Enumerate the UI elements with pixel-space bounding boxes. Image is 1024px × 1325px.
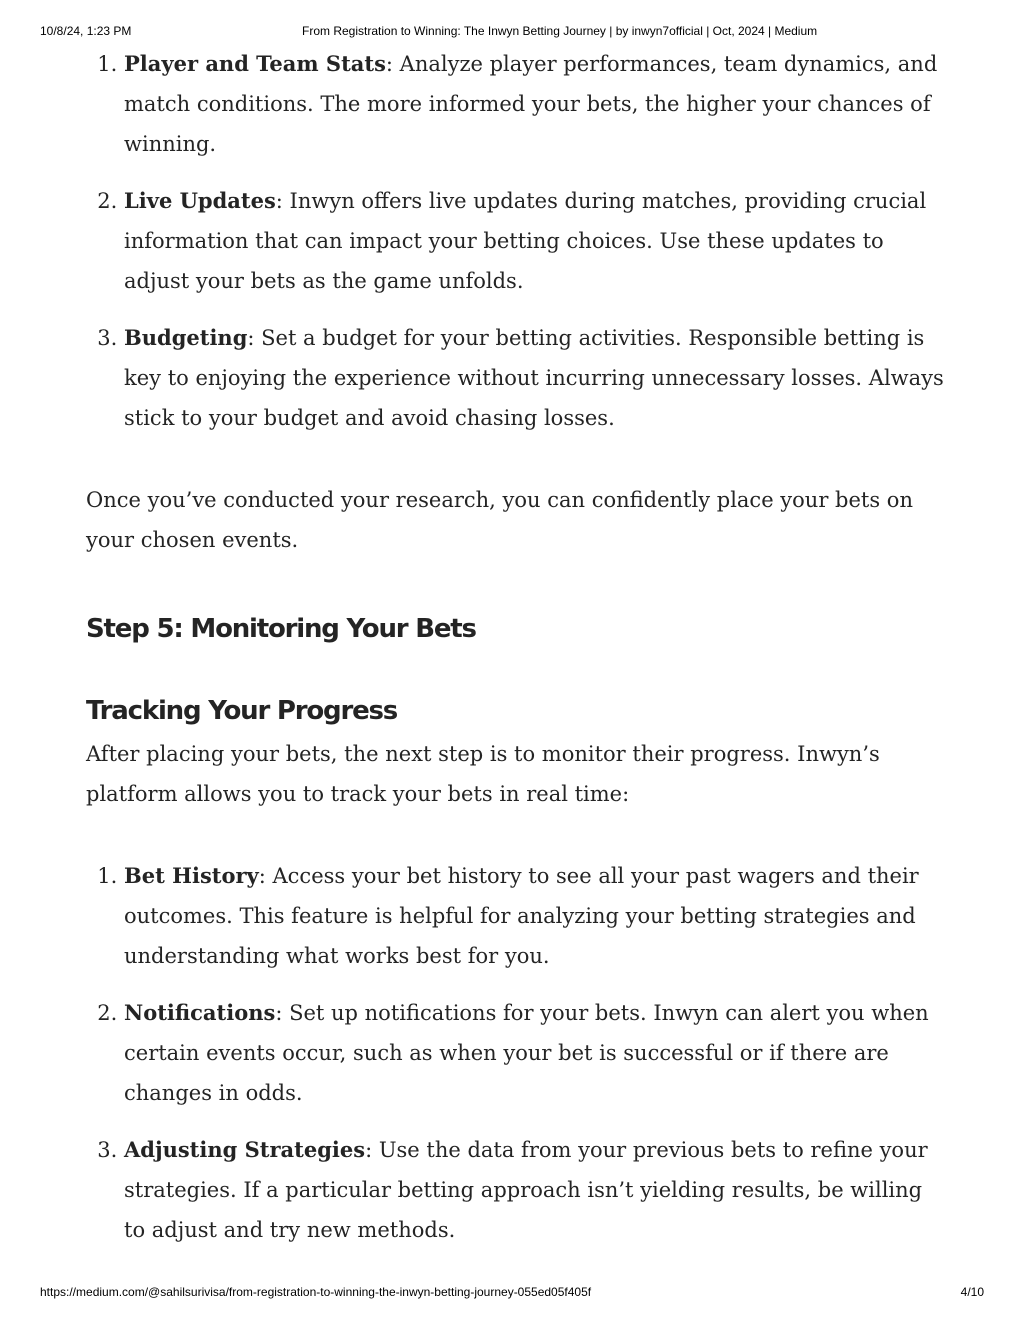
article-body	[86, 44, 946, 1267]
list-item	[124, 993, 946, 1113]
list-item-term: Player and Team Stats	[124, 51, 386, 76]
list-item-term: Notifications	[124, 1000, 276, 1025]
print-url: https://medium.com/@sahilsurivisa/from-registration-to-winning-the-inwyn-betting-journey-055ed05f405f	[40, 1285, 592, 1299]
list-item-text: : Use the data from your previous bets to refine your strategies. If a particular betting approach isn’t yielding results, be willing to adjust and try new methods.	[124, 1138, 928, 1242]
print-title: From Registration to Winning: The Inwyn Betting Journey | by inwyn7official | Oct, 2024 | Medium	[302, 24, 818, 38]
list-item-term: Live Updates	[124, 188, 276, 213]
print-header	[40, 24, 984, 42]
list-item	[124, 318, 946, 438]
heading-step-5: Step 5: Monitoring Your Bets	[86, 614, 476, 644]
list-item-text: : Access your bet history to see all your past wagers and their outcomes. This feature is helpful for analyzing your betting strategies and understanding what works best for you.	[124, 864, 919, 968]
list-item	[124, 1130, 946, 1250]
print-footer	[40, 1285, 984, 1303]
list-item	[124, 181, 946, 301]
list-item	[124, 856, 946, 976]
list-item-text: : Analyze player performances, team dynamics, and match conditions. The more informed your bets, the higher your chances of winning.	[124, 52, 938, 156]
paragraph-research: Once you’ve conducted your research, you can confidently place your bets on your chosen events.	[86, 488, 913, 552]
list-item-text: : Set a budget for your betting activities. Responsible betting is key to enjoying the experience without incurring unnecessary losses. Always stick to your budget and avoid chasing losses.	[124, 326, 944, 430]
monitoring-list	[86, 856, 946, 1250]
list-item-term: Adjusting Strategies	[124, 1137, 366, 1162]
list-item-term: Budgeting	[124, 325, 248, 350]
list-item-term: Bet History	[124, 863, 259, 888]
research-tips-list	[86, 44, 946, 438]
heading-tracking-progress: Tracking Your Progress	[86, 696, 398, 726]
page-number: 4/10	[960, 1285, 984, 1299]
list-item-text: : Inwyn offers live updates during matches, providing crucial information that can impact your betting choices. Use these updates to adjust your bets as the game unfolds.	[124, 189, 927, 293]
list-item	[124, 44, 946, 164]
paragraph-tracking: After placing your bets, the next step is to monitor their progress. Inwyn’s platform allows you to track your bets in real time:	[86, 742, 880, 806]
list-item-text: : Set up notifications for your bets. Inwyn can alert you when certain events occur, such as when your bet is successful or if there are changes in odds.	[124, 1001, 929, 1105]
print-date: 10/8/24, 1:23 PM	[40, 24, 132, 38]
